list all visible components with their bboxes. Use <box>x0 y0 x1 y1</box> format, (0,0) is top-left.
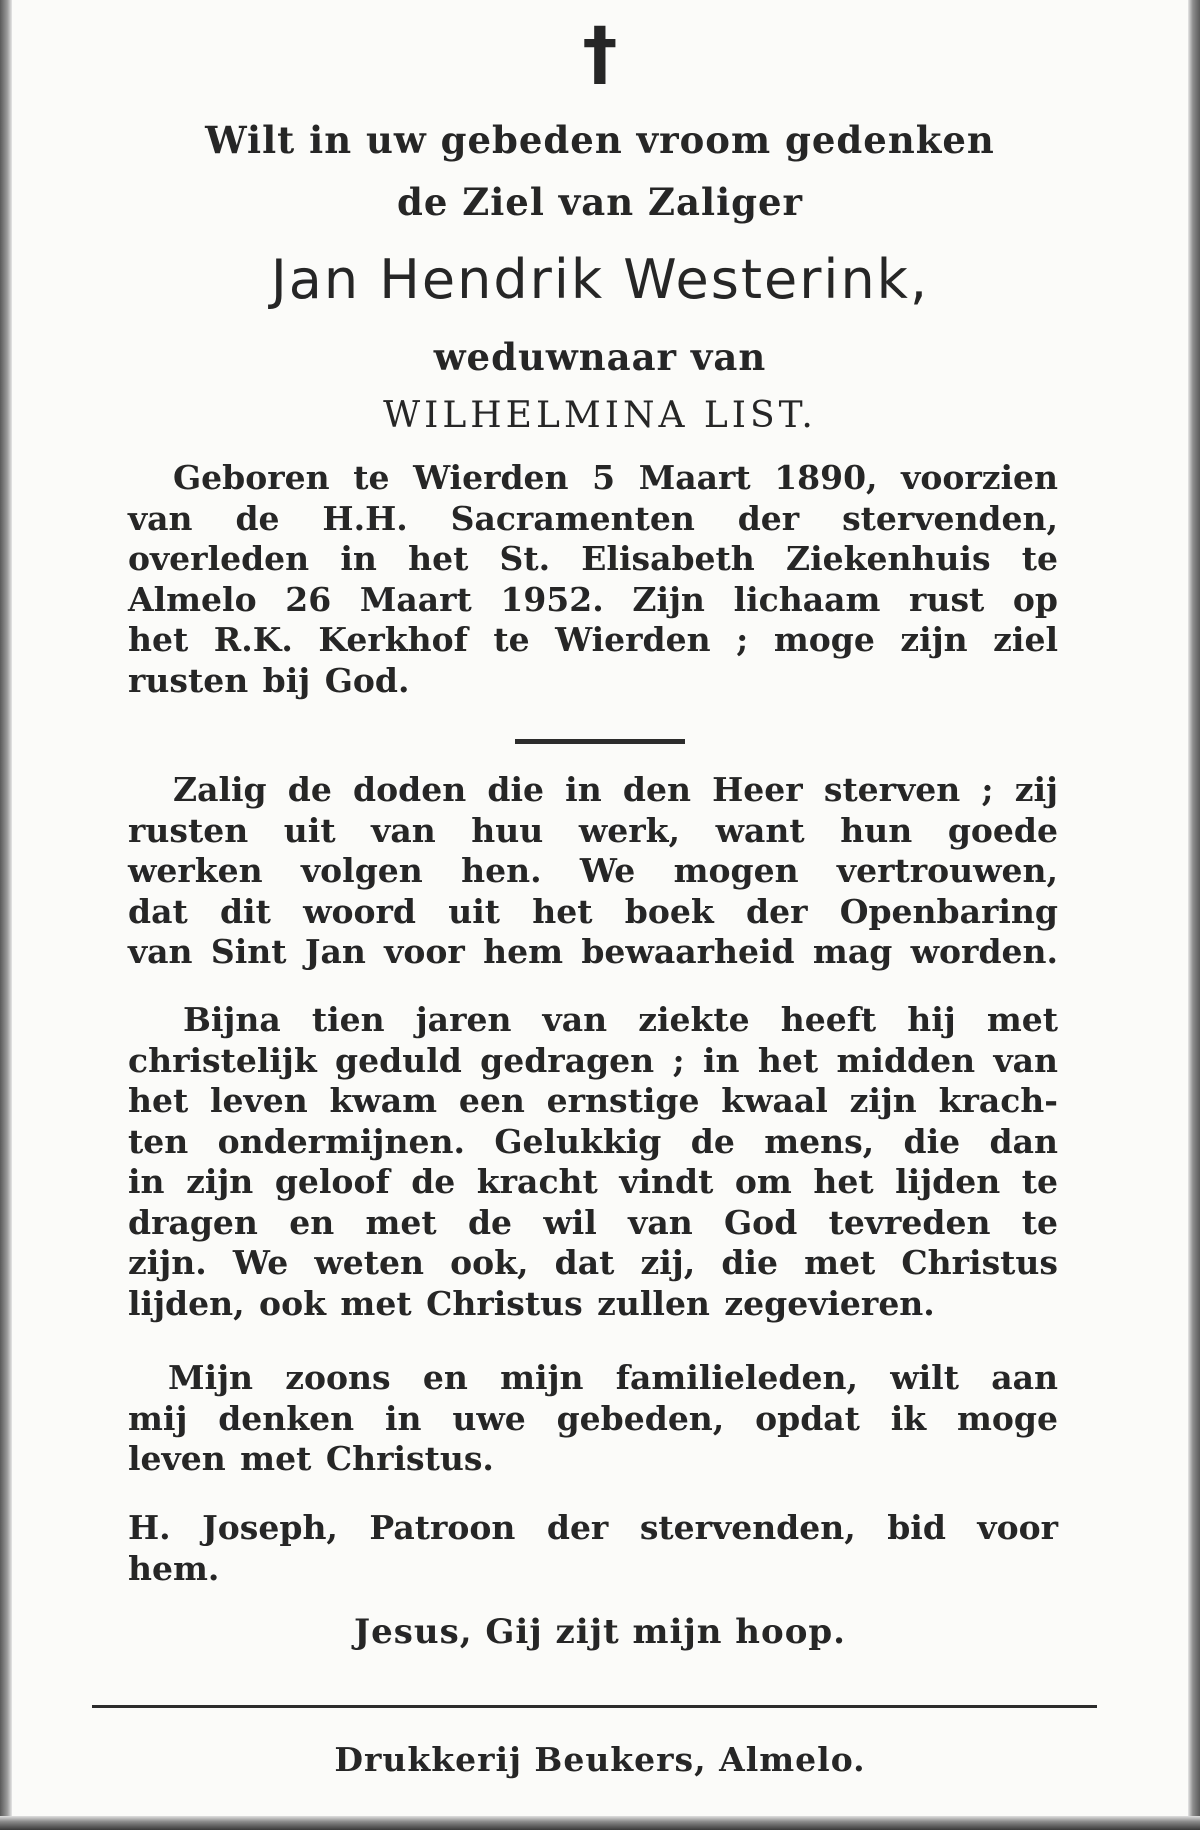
text-line: overleden in het St. Elisabeth Ziekenhuis te <box>128 539 1058 578</box>
text-line: H. Joseph, Patroon der stervenden, bid voor <box>128 1508 1058 1547</box>
footer-rule <box>92 1705 1097 1708</box>
intro-line: Wilt in uw gebeden vroom gedenken <box>205 118 995 162</box>
spouse-name: WILHELMINA LIST. <box>383 395 817 436</box>
scripture-paragraph <box>128 770 1058 973</box>
illness-paragraph <box>128 1000 1058 1324</box>
text-line: ten ondermijnen. Gelukkig de mens, die dan <box>128 1121 1058 1161</box>
closing-invocation: Jesus, Gij zijt mijn hoop. <box>354 1612 846 1652</box>
text-line: Geboren te Wierden 5 Maart 1890, voorzien <box>173 458 1058 497</box>
separator-rule <box>515 739 685 744</box>
text-line: leven met Christus. <box>128 1439 494 1478</box>
text-line: dragen en met de wil van God tevreden te <box>128 1202 1058 1242</box>
text-line: in zijn geloof de kracht vindt om het lijden te <box>128 1162 1058 1201</box>
text-line: het leven kwam een ernstige kwaal zijn krach- <box>128 1081 1058 1120</box>
text-line: hem. <box>128 1548 220 1588</box>
text-line: Zalig de doden die in den Heer sterven ; zij <box>173 770 1058 809</box>
text-line: van Sint Jan voor hem bewaarheid mag worden. <box>128 932 1058 971</box>
text-line: werken volgen hen. We mogen vertrouwen, <box>128 851 1058 890</box>
deceased-name: Jan Hendrik Westerink, <box>270 248 930 311</box>
printer-imprint: Drukkerij Beukers, Almelo. <box>334 1740 866 1779</box>
text-line: Almelo 26 Maart 1952. Zijn lichaam rust op <box>128 579 1058 619</box>
card-edge-bottom <box>0 1816 1200 1830</box>
biography-paragraph <box>128 458 1058 701</box>
intro-line-soul: de Ziel van Zaliger <box>396 180 804 224</box>
text-line: Mijn zoons en mijn familieleden, wilt aan <box>168 1358 1058 1397</box>
text-line: mij denken in uwe gebeden, opdat ik moge <box>128 1398 1058 1438</box>
cross-icon: † <box>582 12 618 94</box>
text-line: rusten uit van huu werk, want hun goede <box>128 810 1058 850</box>
text-line: dat dit woord uit het boek der Openbaring <box>128 891 1058 931</box>
text-line: Bijna tien jaren van ziekte heeft hij met <box>183 1000 1058 1039</box>
text-line: lijden, ook met Christus zullen zegevieren. <box>128 1283 935 1323</box>
text-line: het R.K. Kerkhof te Wierden ; moge zijn ziel <box>128 620 1058 659</box>
text-line: rusten bij God. <box>128 660 410 700</box>
family-paragraph <box>128 1358 1058 1480</box>
text-line: christelijk geduld gedragen ; in het midden van <box>128 1040 1058 1080</box>
text-line: van de H.H. Sacramenten der stervenden, <box>128 498 1058 538</box>
text-line: zijn. We weten ook, dat zij, die met Christus <box>128 1243 1058 1282</box>
prayer-paragraph <box>128 1508 1058 1589</box>
widower-line: weduwnaar van <box>433 335 767 379</box>
